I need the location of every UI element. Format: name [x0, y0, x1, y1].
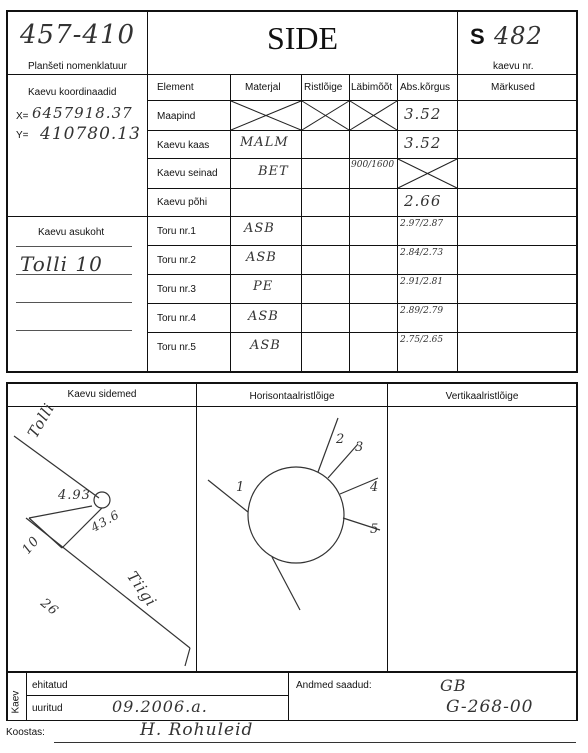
row-element: Toru nr.4 [157, 313, 196, 324]
row-material: PE [253, 279, 274, 294]
row-material: ASB [250, 338, 281, 353]
row-abs: 2.75/2.65 [400, 335, 444, 345]
row-abs: 2.91/2.81 [400, 277, 444, 287]
row-abs: 2.66 [404, 192, 442, 210]
row-element: Kaevu seinad [157, 168, 218, 179]
well-number-label: kaevu nr. [493, 61, 534, 72]
th-diameter: Läbimõõt [351, 82, 393, 93]
dist-2: 43.6 [88, 507, 123, 535]
row-abs: 2.89/2.79 [400, 306, 444, 316]
well-number: 482 [494, 22, 543, 50]
th-material: Materjal [245, 82, 281, 93]
built-label: ehitatud [32, 680, 68, 691]
pipe-5: 5 [370, 522, 380, 537]
th-element: Element [157, 82, 194, 93]
location-value: Tolli 10 [20, 252, 103, 276]
row-material: BET [258, 164, 289, 179]
connections-label: Kaevu sidemed [67, 389, 137, 400]
horizontal-label: Horisontaalristlõige [249, 391, 335, 402]
footer-div-row [26, 695, 288, 696]
row-element: Kaevu põhi [157, 197, 208, 208]
surveyed-label: uuritud [32, 703, 63, 714]
row-element: Kaevu kaas [157, 140, 210, 151]
compiled-label: Koostas: [6, 727, 45, 738]
compiled-line [54, 742, 576, 743]
x-label: X= [16, 111, 29, 122]
footer-right [576, 671, 578, 721]
row-diameter: 900/1600 [351, 160, 395, 170]
row-abs: 2.84/2.73 [400, 248, 444, 258]
pipe-2: 2 [336, 432, 346, 447]
pipe-4: 4 [370, 480, 380, 495]
footer-side-label: Kaev [10, 690, 22, 714]
data-from-2: G-268-00 [446, 697, 534, 717]
vertical-label: Vertikaalristlõige [445, 391, 519, 402]
row-element: Maapind [157, 111, 196, 122]
row-material: MALM [240, 135, 289, 150]
dist-1: 4.93 [58, 488, 91, 503]
row-material: ASB [246, 250, 277, 265]
row-element: Toru nr.5 [157, 342, 196, 353]
th-notes: Märkused [491, 82, 535, 93]
row-element: Toru nr.1 [157, 226, 196, 237]
data-from-label: Andmed saadud: [296, 680, 372, 691]
th-abs: Abs.kõrgus [400, 82, 451, 93]
footer-div-mid [288, 671, 289, 721]
dist-4: 26 [37, 595, 62, 620]
row-material: ASB [248, 309, 279, 324]
nomenclature-value: 457-410 [20, 20, 136, 50]
footer-bottom [6, 720, 578, 721]
location-label: Kaevu asukoht [38, 227, 105, 238]
street-tiigi: Tiigi [123, 568, 161, 611]
footer-top [6, 671, 578, 673]
pipe-3: 3 [355, 440, 365, 455]
row-abs: 2.97/2.87 [400, 219, 444, 229]
footer-div-side [26, 671, 27, 721]
page-title: SIDE [266, 20, 339, 56]
data-from-1: GB [440, 676, 467, 695]
row-abs: 3.52 [404, 134, 442, 152]
coordinates-label: Kaevu koordinaadid [28, 87, 117, 98]
y-value: 410780.13 [40, 124, 141, 144]
footer-left [6, 671, 8, 721]
nomenclature-label: Planšeti nomenklatuur [28, 61, 127, 72]
y-label: Y= [16, 130, 29, 141]
street-tolli: Tolli [24, 399, 59, 441]
pipe-1: 1 [236, 480, 246, 495]
row-element: Toru nr.3 [157, 284, 196, 295]
row-abs: 3.52 [404, 105, 442, 123]
surveyed-date: 09.2006.a. [112, 697, 208, 716]
th-section: Ristlõige [304, 82, 343, 93]
dist-3: 10 [19, 533, 43, 558]
compiled-by: H. Rohuleid [140, 720, 254, 740]
row-element: Toru nr.2 [157, 255, 196, 266]
x-value: 6457918.37 [32, 104, 133, 122]
row-material: ASB [244, 221, 275, 236]
type-letter: S [470, 24, 485, 49]
